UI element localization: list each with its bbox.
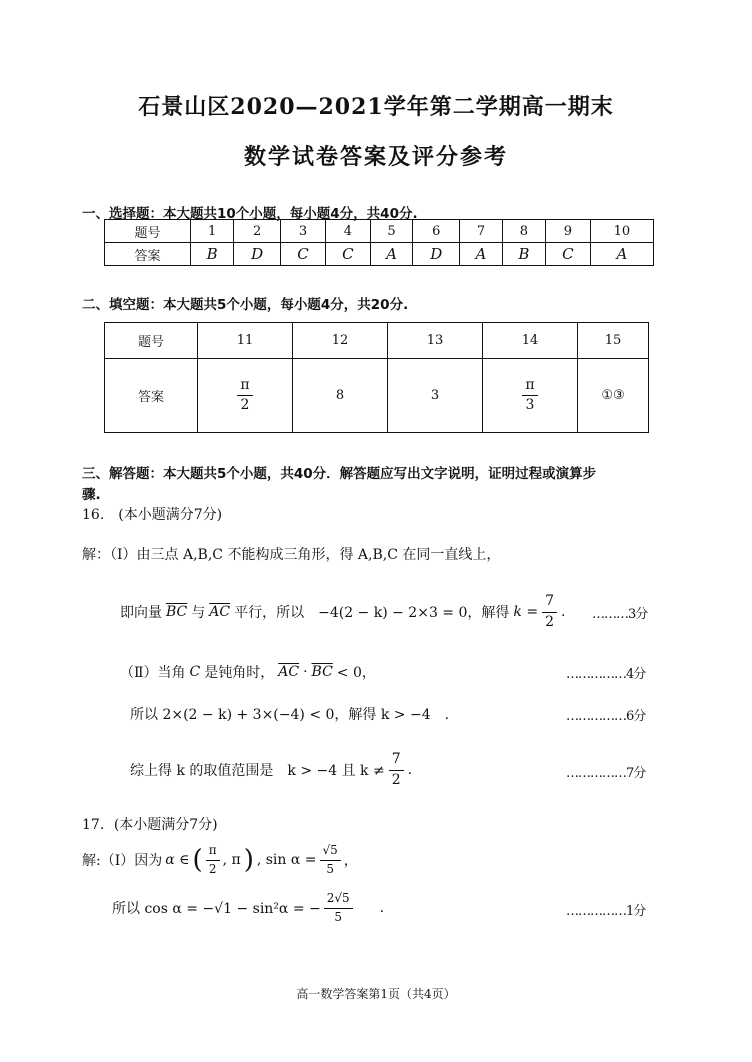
text: α ∈ [165, 852, 190, 868]
fraction-denominator: 2 [545, 613, 554, 630]
q16-title: 16. (本小题满分7分) [82, 507, 223, 523]
answer-cell: A [460, 243, 503, 266]
answer-cell: C [281, 243, 326, 266]
q16-line2 [120, 590, 565, 634]
question-number-cell: 6 [413, 220, 460, 243]
fraction [542, 594, 557, 630]
document-subtitle: 数学试卷答案及评分参考 [243, 144, 508, 170]
fraction-denominator: 2 [208, 861, 217, 876]
text: , π [222, 852, 241, 868]
text: C [189, 664, 201, 680]
score-mark: ……………4分 [566, 667, 646, 682]
answer-cell: B [191, 243, 234, 266]
fraction-numerator: π [206, 844, 220, 860]
question-number-cell: 10 [590, 220, 653, 243]
answer-cell: ①③ [578, 359, 649, 433]
vector-ac: $\overline{AC}$ [209, 604, 231, 620]
fraction-numerator: π [522, 378, 537, 396]
question-number-cell: 13 [388, 323, 483, 359]
text: < 0， [336, 665, 376, 681]
score-mark: ……………1分 [566, 904, 646, 919]
answer-cell: 8 [293, 359, 388, 433]
document-title: 石景山区2020—2021学年第二学期高一期末 [138, 94, 614, 120]
question-number-cell: 3 [281, 220, 326, 243]
table-row [105, 359, 649, 433]
fraction-numerator: √5 [320, 844, 341, 860]
text: . [379, 900, 385, 916]
text: . [407, 762, 413, 778]
text: k = [513, 604, 539, 620]
section2-heading: 二、填空题：本大题共5个小题，每小题4分，共20分. [82, 297, 409, 313]
section3-heading-line1: 三、解答题：本大题共5个小题，共40分．解答题应写出文字说明，证明过程或演算步 [82, 466, 597, 482]
fraction [206, 844, 220, 875]
fraction-denominator: 2 [240, 397, 250, 413]
answer-cell: D [234, 243, 281, 266]
score-mark: ……………7分 [566, 766, 646, 781]
section1-heading: 一、选择题：本大题共10个小题，每小题4分，共40分. [82, 206, 418, 222]
fraction [237, 378, 252, 414]
q16-line4: 所以 2×(2 − k) + 3×(−4) < 0，解得 k > −4 . [130, 707, 450, 723]
table-row [105, 220, 654, 243]
q16-line5 [130, 748, 412, 792]
q16-part2 [120, 662, 376, 682]
table-header-cell: 题号 [105, 323, 198, 359]
page-footer: 高一数学答案第1页（共4页） [296, 987, 456, 1001]
answer-cell: D [413, 243, 460, 266]
fill-in-answer-table [104, 322, 649, 433]
text: · [303, 664, 308, 680]
vector-bc: $\overline{BC}$ [311, 664, 333, 680]
answer-cell: 3 [388, 359, 483, 433]
text: 所以 cos α = −√1 − sin²α = − [112, 901, 321, 917]
text: 综上得 k 的取值范围是 k > −4 且 k ≠ [130, 763, 385, 779]
table-header-cell: 题号 [105, 220, 191, 243]
text: （Ⅱ）当角 [120, 665, 186, 681]
fraction-denominator: 3 [525, 397, 535, 413]
fraction [522, 378, 537, 414]
vector-bc: $\overline{BC}$ [166, 604, 188, 620]
question-number-cell: 8 [502, 220, 545, 243]
q16-part1-intro: 解：（Ⅰ）由三点 A,B,C 不能构成三角形，得 A,B,C 在同一直线上， [82, 547, 501, 563]
fraction [320, 844, 341, 875]
answer-cell: C [545, 243, 590, 266]
table-row [105, 243, 654, 266]
text: 与 [191, 605, 206, 621]
question-number-cell: 15 [578, 323, 649, 359]
fraction-denominator: 2 [391, 771, 401, 788]
answer-cell: A [590, 243, 653, 266]
question-number-cell: 14 [483, 323, 578, 359]
fraction-numerator: π [237, 378, 252, 396]
fraction-numerator: 2√5 [324, 892, 353, 908]
text: 是钝角时， [204, 665, 275, 681]
table-row [105, 323, 649, 359]
fraction-numerator: 7 [542, 594, 557, 612]
question-number-cell: 9 [545, 220, 590, 243]
choice-answer-table [104, 219, 654, 266]
left-paren: ( [192, 845, 203, 875]
q17-line1 [82, 840, 358, 880]
answer-cell: C [325, 243, 370, 266]
score-mark: ……………6分 [566, 709, 646, 724]
answer-cell: B [502, 243, 545, 266]
answer-cell [483, 359, 578, 433]
text: . [560, 604, 566, 620]
text: ， [343, 853, 358, 869]
right-paren: ) [243, 845, 254, 875]
question-number-cell: 11 [198, 323, 293, 359]
question-number-cell: 5 [370, 220, 413, 243]
question-number-cell: 12 [293, 323, 388, 359]
fraction-numerator: 7 [389, 752, 404, 770]
q17-title: 17．(本小题满分7分) [82, 817, 218, 833]
answer-cell [198, 359, 293, 433]
vector-ac: $\overline{AC}$ [278, 664, 300, 680]
section3-heading-line2: 骤. [82, 487, 101, 503]
text: 解:（Ⅰ）因为 [82, 853, 163, 869]
fraction-denominator: 5 [326, 861, 334, 876]
table-header-cell: 答案 [105, 359, 198, 433]
question-number-cell: 1 [191, 220, 234, 243]
fraction [389, 752, 404, 788]
question-number-cell: 2 [234, 220, 281, 243]
text: 即向量 [120, 605, 162, 621]
answer-cell: A [370, 243, 413, 266]
text: , sin α = [256, 852, 317, 868]
question-number-cell: 4 [325, 220, 370, 243]
fraction-denominator: 5 [334, 909, 343, 924]
table-header-cell: 答案 [105, 243, 191, 266]
fraction [324, 892, 353, 923]
question-number-cell: 7 [460, 220, 503, 243]
text: 平行，所以 −4(2 − k) − 2×3 = 0，解得 [234, 605, 510, 621]
q17-line2 [112, 888, 384, 928]
score-mark: ………3分 [592, 607, 648, 622]
